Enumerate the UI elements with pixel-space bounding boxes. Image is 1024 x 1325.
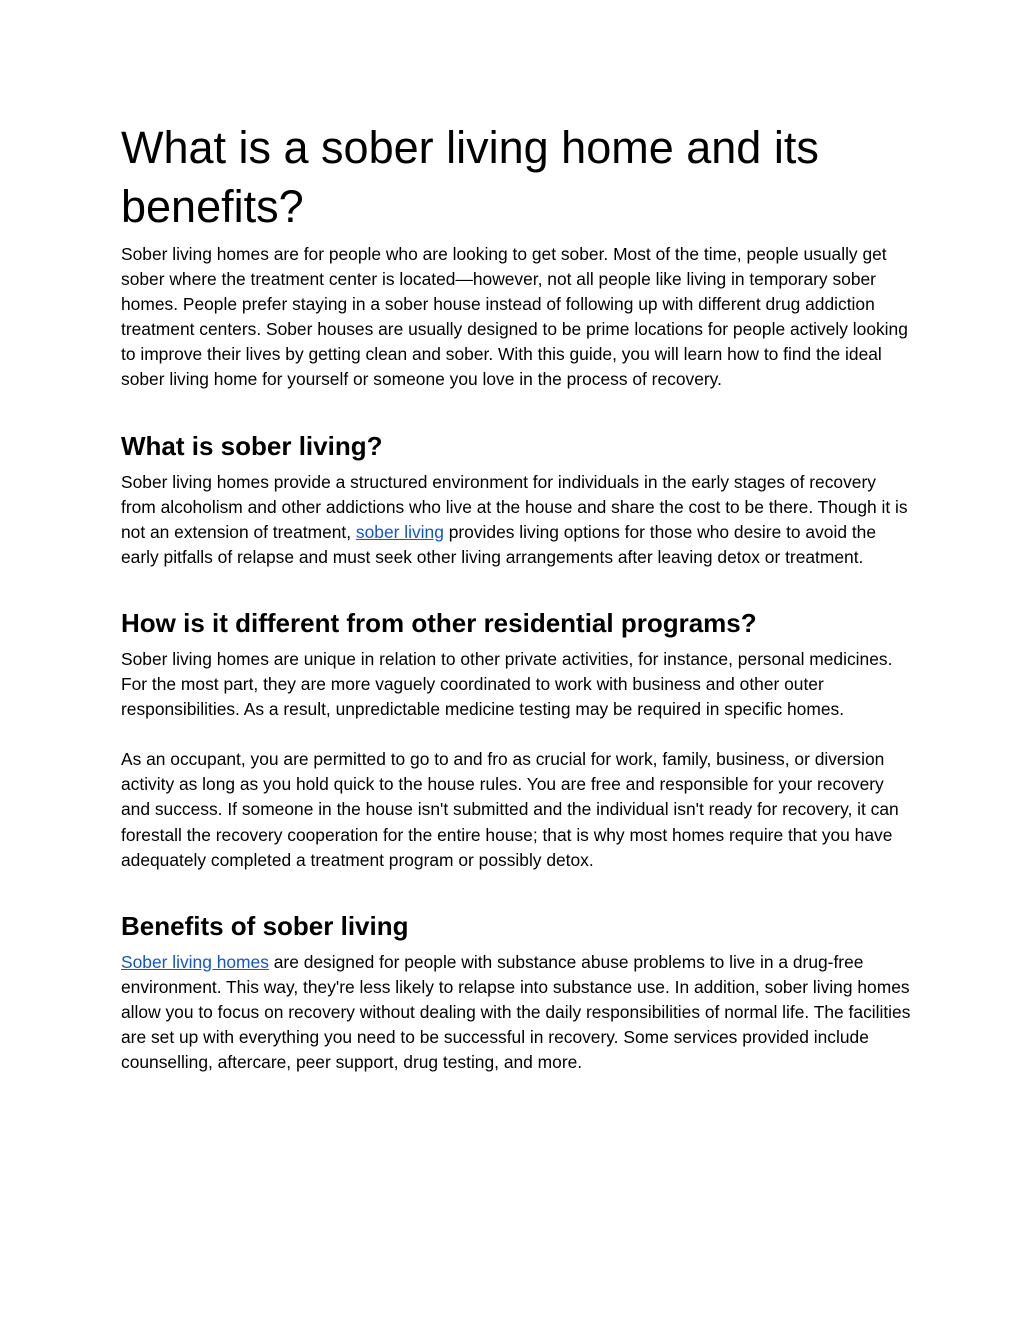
sober-living-link[interactable]: sober living	[355, 521, 444, 542]
paragraph-text: provides living options for those who desire to avoid the early pitfalls of relapse and must seek other living arrangements after leaving detox or treatment.	[121, 521, 877, 567]
intro-paragraph: Sober living homes are for people who are looking to get sober. Most of the time, people usually get sober where the treatment center is located—however, not all people like living in temporary sober homes. People prefer staying in a sober house instead of following up with different drug addiction treatment centers. Sober houses are usually designed to be prime locations for people actively looking to improve their lives by getting clean and sober. With this guide, you will learn how to find the ideal sober living home for yourself or someone you love in the process of recovery.	[121, 244, 908, 390]
document-page	[121, 118, 911, 1075]
page-title: What is a sober living home and its benefits?	[121, 122, 819, 232]
section-benefits-paragraph	[121, 950, 911, 1075]
sober-living-homes-link[interactable]: Sober living homes	[121, 951, 269, 972]
paragraph-text: Sober living homes provide a structured environment for individuals in the early stages of recovery from alcoholism and other addictions who live at the house and share the cost to be there. Though it is not an extension of treatment,	[121, 471, 908, 542]
spacer	[121, 393, 911, 430]
spacer	[121, 722, 911, 747]
section-heading-differences: How is it different from other residential programs?	[121, 607, 757, 638]
section-heading-benefits: Benefits of sober living	[121, 910, 409, 941]
spacer	[121, 873, 911, 910]
section-heading-what-is-sober-living: What is sober living?	[121, 430, 383, 461]
section-what-is-sober-living-paragraph	[121, 470, 911, 570]
paragraph-text: are designed for people with substance abuse problems to live in a drug-free environment. This way, they're less likely to relapse into substance use. In addition, sober living homes allow you to focus on recovery without dealing with the daily responsibilities of normal life. The facilities are set up with everything you need to be successful in recovery. Some services provided include counselling, aftercare, peer support, drug testing, and more.	[121, 951, 911, 1073]
spacer	[121, 570, 911, 607]
section-differences-paragraph-1: Sober living homes are unique in relation to other private activities, for instance, personal medicines. For the most part, they are more vaguely coordinated to work with business and other outer responsibilities. As a result, unpredictable medicine testing may be required in specific homes.	[121, 648, 893, 720]
section-differences-paragraph-2: As an occupant, you are permitted to go to and fro as crucial for work, family, business, or diversion activity as long as you hold quick to the house rules. You are free and responsible for your recovery and success. If someone in the house isn't submitted and the individual isn't ready for recovery, it can forestall the recovery cooperation for the entire house; that is why most homes require that you have adequately completed a treatment program or possibly detox.	[121, 749, 899, 870]
